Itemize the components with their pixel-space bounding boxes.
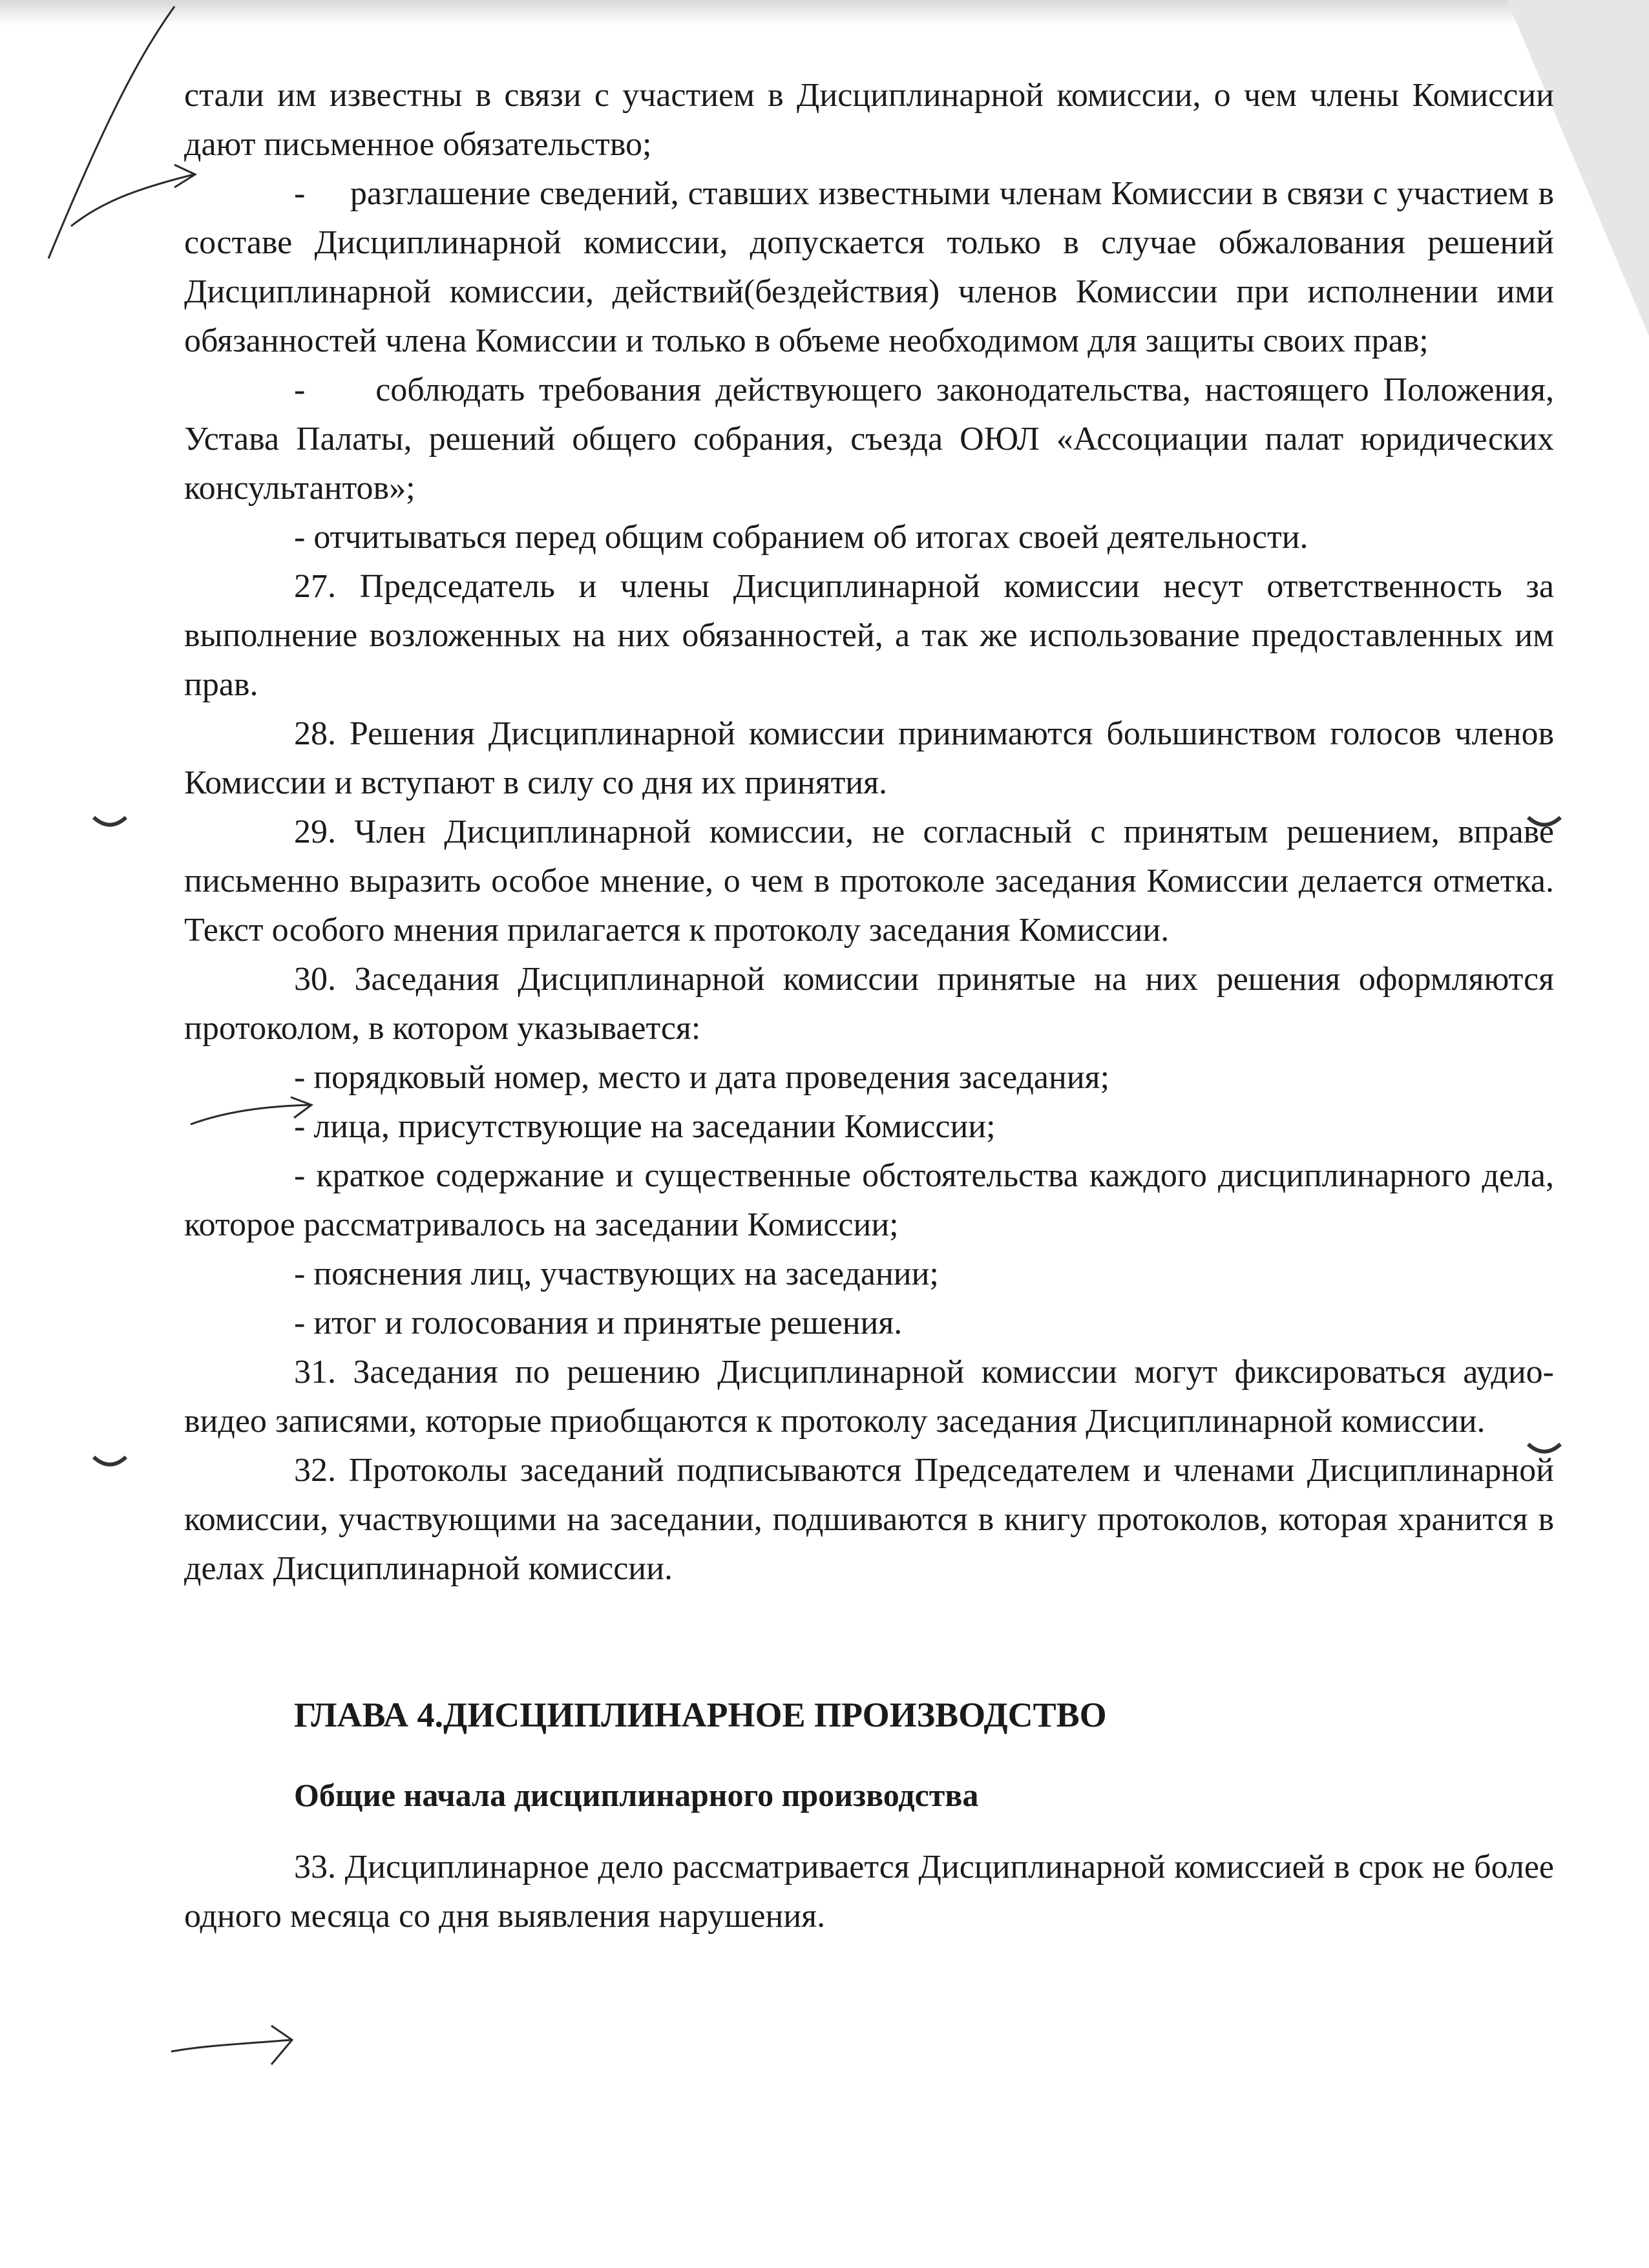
list-item: - итог и голосования и принятые решения. (294, 1305, 903, 1341)
paragraph: 27. Председатель и члены Дисциплинарной комиссии несут ответственность за выполнение возложенных на них обязанностей, а так же использование предоставленных им прав. (184, 568, 1554, 703)
list-item: - отчитываться перед общим собранием об итогах своей деятельности. (294, 519, 1308, 556)
punch-hole-mark (90, 814, 129, 834)
paragraph: 28. Решения Дисциплинарной комиссии принимаются большинством голосов членов Комиссии и вступают в силу со дня их принятия. (184, 715, 1554, 801)
chapter-heading: ГЛАВА 4.ДИСЦИПЛИНАРНОЕ ПРОИЗВОДСТВО (294, 1696, 1107, 1734)
scan-shadow (0, 0, 1649, 26)
paragraph: 32. Протоколы заседаний подписываются Председателем и членами Дисциплинарной комиссии, участвующими на заседании, подшиваются в книгу протоколов, которая хранится в делах Дисциплинарной комиссии. (184, 1452, 1554, 1587)
handwritten-arrow-icon (168, 2019, 297, 2077)
paragraph: 33. Дисциплинарное дело рассматривается Дисциплинарной комиссией в срок не более одного месяца со дня выявления нарушения. (184, 1849, 1554, 1935)
list-item: - разглашение сведений, ставших известными членам Комиссии в связи с участием в составе Дисциплинарной комиссии, допускается только в случае обжалования решений Дисциплинарной комиссии, действий(бездействия) членов Комиссии при исполнении ими обязанностей члена Комиссии и только в объеме необходимом для защиты своих прав; (184, 175, 1554, 359)
list-item: - лица, присутствующие на заседании Комиссии; (294, 1108, 996, 1145)
punch-hole-mark (90, 1454, 129, 1473)
paragraph: 30. Заседания Дисциплинарной комиссии принятые на них решения оформляются протоколом, в котором указывается: (184, 961, 1554, 1047)
paragraph: 29. Член Дисциплинарной комиссии, не согласный с принятым решением, вправе письменно выразить особое мнение, о чем в протоколе заседания Комиссии делается отметка. Текст особого мнения прилагается к протоколу заседания Комиссии. (184, 814, 1554, 949)
list-item: - краткое содержание и существенные обстоятельства каждого дисциплинарного дела, которое рассматривалось на заседании Комиссии; (184, 1157, 1554, 1243)
section-subheading: Общие начала дисциплинарного производства (294, 1777, 979, 1813)
list-item: - порядковый номер, место и дата проведения заседания; (294, 1059, 1110, 1096)
paragraph: 31. Заседания по решению Дисциплинарной комиссии могут фиксироваться аудио-видео записями, которые приобщаются к протоколу заседания Дисциплинарной комиссии. (184, 1354, 1554, 1440)
paragraph: стали им известны в связи с участием в Дисциплинарной комиссии, о чем члены Комиссии дают письменное обязательство; (184, 77, 1554, 163)
list-item: - соблюдать требования действующего законодательства, настоящего Положения, Устава Палаты, решений общего собрания, съезда ОЮЛ «Ассоциации палат юридических консультантов»; (184, 372, 1554, 507)
list-item: - пояснения лиц, участвующих на заседании; (294, 1255, 939, 1292)
document-body (184, 71, 1554, 1941)
